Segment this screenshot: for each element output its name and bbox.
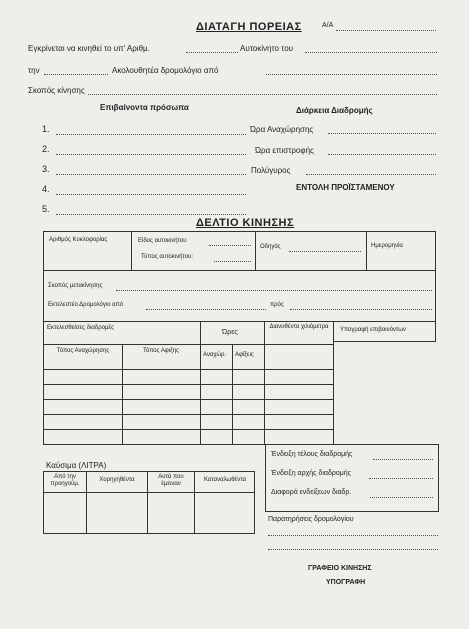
slip-route-from-label: Εκτελεστέο Δρομολόγιο από: [48, 302, 124, 308]
order-title: ΔΙΑΤΑΓΗ ΠΟΡΕΙΑΣ: [196, 21, 302, 33]
route-from-field[interactable]: [266, 74, 437, 75]
vehicle-owner-field[interactable]: [305, 52, 437, 53]
vehicle-type-field[interactable]: [214, 261, 251, 262]
vehicle-of-label: Αυτοκίνητο του: [240, 44, 294, 53]
odometer-end-label: Ένδειξη τέλους διαδρομής: [271, 451, 353, 458]
passenger-number-3: 3.: [42, 164, 50, 174]
passenger-field-4[interactable]: [56, 194, 246, 195]
date-label: την: [28, 66, 40, 75]
fuel-previous-header: Από την προηγούμ.: [50, 474, 80, 487]
completed-routes-header: Εκτελεσθείσες διαδρομές: [47, 325, 114, 331]
routes-table: [43, 321, 334, 445]
remarks-label: Παρατηρήσεις δρομολογίου: [268, 516, 354, 523]
passenger-number-4: 4.: [42, 184, 50, 194]
departure-time-field[interactable]: [328, 133, 436, 134]
arrival-short-header: Αφίξεις: [235, 352, 254, 358]
slip-route-to-label: πρός: [270, 302, 284, 308]
arrival-place-header: Τόπος Αφιξης: [142, 348, 180, 354]
date-field[interactable]: [44, 74, 108, 75]
passenger-number-1: 1.: [42, 124, 50, 134]
odometer-start-field[interactable]: [369, 478, 433, 479]
purpose-route-box: [43, 270, 436, 322]
signature-label: ΥΠΟΓΡΑΦΗ: [326, 579, 366, 586]
vehicle-kind-label: Είδος αυτοκινήτου: [138, 238, 187, 244]
departure-short-header: Αναχώρ.: [203, 352, 227, 358]
fuel-consumed-header: Καταναλωθέντα: [204, 477, 246, 483]
passenger-field-2[interactable]: [56, 154, 246, 155]
remarks-line-2[interactable]: [268, 549, 438, 550]
aa-label: Α/Α: [322, 22, 334, 29]
odometer-diff-field[interactable]: [370, 497, 433, 498]
passenger-field-5[interactable]: [56, 214, 246, 215]
odometer-start-label: Ένδειξη αρχής διαδρομής: [271, 470, 352, 477]
departure-place-header: Τόπος Αναχώρησης: [56, 348, 110, 354]
fuel-remaining-header: Αυτά που έμειναν: [158, 474, 184, 487]
passenger-number-2: 2.: [42, 144, 50, 154]
slip-purpose-field[interactable]: [116, 290, 432, 291]
slip-route-to-field[interactable]: [290, 309, 432, 310]
supervisor-order: ΕΝΤΟΛΗ ΠΡΟΪΣΤΑΜΕΝΟΥ: [296, 183, 395, 192]
return-time-label: Ώρα επιστροφής: [255, 146, 314, 155]
driver-label: Οδηγός: [260, 244, 281, 250]
odometer-diff-label: Διαφορά ενδείξεων διαδρ.: [271, 489, 352, 496]
plate-label: Αριθμός Κυκλοφορίας: [49, 237, 108, 243]
passenger-number-5: 5.: [42, 204, 50, 214]
driver-field[interactable]: [289, 251, 361, 252]
remarks-line-1[interactable]: [268, 535, 438, 536]
passengers-title: Επιβαίνοντα πρόσωπα: [100, 103, 189, 112]
passenger-field-1[interactable]: [56, 134, 246, 135]
route-from-label: Ακολουθητέα δρομολόγιο από: [112, 66, 219, 75]
fuel-field[interactable]: [306, 174, 436, 175]
office-label: ΓΡΑΦΕΙΟ ΚΙΝΗΣΗΣ: [308, 565, 372, 572]
km-header: Διανυθέντα χιλιόμετρα: [269, 324, 329, 330]
fuel-supplied-header: Χορηγηθέντα: [99, 477, 135, 483]
passenger-signature-header: Υπογραφή επιβαινόντων: [340, 327, 406, 333]
slip-title: ΔΕΛΤΙΟ ΚΙΝΗΣΗΣ: [196, 217, 295, 229]
vehicle-type-label: Τύπος αυτοκινήτου:: [141, 254, 193, 260]
fuel-label: Πολύγυρος: [251, 166, 291, 175]
passenger-field-3[interactable]: [56, 174, 246, 175]
purpose-label: Σκοπός κίνησης: [28, 86, 85, 95]
slip-purpose-label: Σκοπός μετακίνησης: [48, 283, 103, 289]
purpose-field[interactable]: [88, 94, 437, 95]
approval-text: Εγκρίνεται να κινηθεί το υπ' Αριθμ.: [28, 44, 150, 53]
vehicle-number-field[interactable]: [186, 52, 238, 53]
departure-time-label: Ώρα Αναχώρησης: [250, 125, 314, 134]
return-time-field[interactable]: [328, 154, 436, 155]
date-header: Ημερομηνία: [371, 243, 403, 249]
hours-header: Ώρες: [222, 329, 238, 336]
odometer-end-field[interactable]: [373, 459, 433, 460]
aa-field[interactable]: [336, 30, 436, 31]
slip-route-from-field[interactable]: [146, 309, 266, 310]
duration-title: Διάρκεια Διαδρομής: [296, 106, 373, 115]
fuel-title: Καύσιμα (ΛΙΤΡΑ): [46, 461, 107, 470]
vehicle-kind-field[interactable]: [209, 245, 251, 246]
